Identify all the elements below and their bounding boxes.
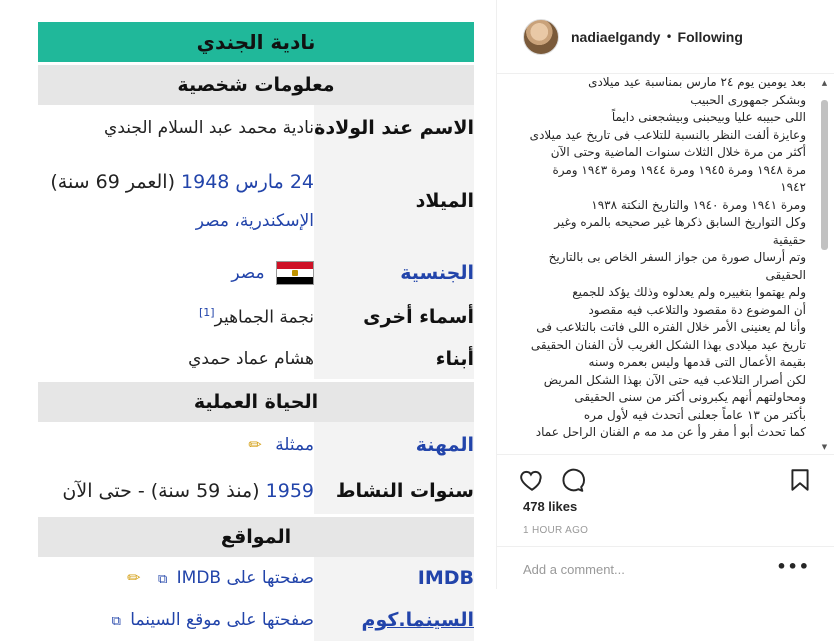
caption-line: تاريخ عيد ميلادى بهذا الشكل الغريب لأن الفنان الحقيقى bbox=[530, 337, 806, 352]
cinema-label[interactable]: السينما.كوم bbox=[314, 599, 474, 641]
row-birth-name bbox=[38, 105, 474, 151]
nationality-link[interactable]: مصر bbox=[231, 263, 265, 283]
infobox bbox=[38, 22, 474, 641]
row-born bbox=[38, 151, 474, 251]
other-names-label: أسماء أخرى bbox=[314, 295, 474, 339]
separator-dot: • bbox=[665, 29, 673, 44]
avatar[interactable] bbox=[523, 19, 559, 55]
row-cinema bbox=[38, 599, 474, 641]
caption-line: وأنا لم يعنينى الأمر خلال الفتره اللى فاتت بالتلاعب فى bbox=[536, 320, 806, 334]
imdb-label[interactable]: IMDB bbox=[314, 557, 474, 599]
caption-line: بعد يومين يوم ٢٤ مارس بمناسبة عيد ميلادى bbox=[588, 75, 806, 89]
imdb-value bbox=[38, 568, 314, 588]
years-start-link[interactable]: 1959 bbox=[265, 480, 314, 502]
likes-count[interactable]: 478 likes bbox=[523, 499, 578, 514]
caption-line: كما تحدث أبو أ مفر وأ عن مد مه م الفنان الراحل عماد bbox=[535, 425, 806, 439]
years-label: سنوات النشاط bbox=[314, 468, 474, 514]
more-options-icon[interactable]: ••• bbox=[776, 557, 810, 576]
children-value: هشام عماد حمدي bbox=[188, 349, 314, 369]
egypt-flag-icon bbox=[276, 261, 314, 285]
row-children bbox=[38, 339, 474, 379]
scroll-down-icon[interactable]: ▼ bbox=[821, 443, 828, 451]
cinema-link[interactable]: صفحتها على موقع السينما bbox=[130, 610, 314, 630]
caption-area[interactable] bbox=[497, 74, 834, 455]
caption-line: مرة ١٩٤٨ ومرة ١٩٤٥ ومرة ١٩٤٤ ومرة ١٩٤٣ ومرة bbox=[552, 162, 806, 177]
external-link-icon: ⧉ bbox=[157, 572, 168, 587]
reference-link[interactable]: [1] bbox=[198, 306, 215, 320]
years-value: 1959 (منذ 59 سنة) - حتى الآن bbox=[62, 480, 314, 502]
born-place-link[interactable]: الإسكندرية، مصر bbox=[195, 211, 314, 231]
scrollbar-thumb[interactable] bbox=[821, 100, 828, 250]
caption-line: وبشكر جمهورى الحبيب bbox=[690, 92, 806, 107]
nationality-label[interactable]: الجنسية bbox=[314, 251, 474, 295]
born-value bbox=[38, 171, 314, 231]
occupation-link[interactable]: ممثلة bbox=[275, 435, 314, 455]
caption-line: حقيقية bbox=[772, 232, 806, 247]
row-nationality bbox=[38, 251, 474, 295]
caption-line: اللى حبيبه عليا وبيحبنى وبيشجعنى دايماً bbox=[611, 110, 806, 124]
row-other-names bbox=[38, 295, 474, 339]
username[interactable]: nadiaelgandy bbox=[571, 28, 661, 45]
post-header bbox=[497, 0, 834, 74]
caption-line: ولم يهتموا بتغييره ولم يعدلوه وذلك يؤكد للجميع bbox=[572, 285, 806, 299]
caption-line: بأكتر من ١٣ عاماً جعلنى أتحدث فيه لأول مره bbox=[583, 407, 806, 422]
row-years-active bbox=[38, 468, 474, 514]
heart-icon[interactable] bbox=[519, 467, 545, 493]
caption-line: الحقيقى bbox=[765, 267, 806, 282]
caption-line: وكل التواريخ السابق ذكرها غير صحيحه بالمره وغير bbox=[554, 215, 806, 229]
caption-line: ومرة ١٩٤١ ومرة ١٩٤٠ والتاريخ النكتة ١٩٣٨ bbox=[591, 197, 806, 212]
occupation-value bbox=[38, 435, 314, 455]
row-occupation bbox=[38, 422, 474, 468]
birth-name-value: نادية محمد عبد السلام الجندي bbox=[104, 118, 314, 138]
following-button[interactable]: Following bbox=[677, 28, 743, 45]
comment-input[interactable] bbox=[523, 559, 773, 579]
born-label: الميلاد bbox=[314, 151, 474, 251]
cinema-value bbox=[38, 610, 314, 630]
birth-name-label: الاسم عند الولادة bbox=[314, 105, 474, 151]
caption-line: لكن أصرار التلاعب فيه حتى الآن بهذا الشكل المريض bbox=[543, 372, 806, 387]
caption-line: ومحاولتهم أنهم يكبرونى أكتر من سنى الحقيقى bbox=[574, 390, 806, 404]
imdb-link[interactable]: صفحتها على IMDB bbox=[176, 568, 314, 588]
action-bar bbox=[519, 467, 819, 493]
born-age: (العمر 69 سنة) bbox=[50, 171, 175, 193]
pencil-icon[interactable]: ✏ bbox=[248, 435, 262, 454]
timestamp: 1 HOUR AGO bbox=[523, 525, 589, 536]
comment-bar bbox=[497, 546, 834, 589]
children-label: أبناء bbox=[314, 339, 474, 379]
scrollbar[interactable] bbox=[820, 78, 829, 452]
section-sites: المواقع bbox=[38, 517, 474, 557]
external-link-icon: ⧉ bbox=[111, 614, 121, 629]
occupation-label[interactable]: المهنة bbox=[314, 422, 474, 468]
caption-line: وتم أرسال صورة من جواز السفر الخاص بى بالتاريخ bbox=[548, 250, 806, 264]
section-personal: معلومات شخصية bbox=[38, 65, 474, 105]
row-imdb bbox=[38, 557, 474, 599]
nationality-value bbox=[38, 261, 314, 285]
caption-line: أن الموضوع دة مقصود والتلاعب فيه مقصود bbox=[588, 302, 806, 317]
other-names-value: نجمة الجماهير[1] bbox=[198, 306, 314, 328]
born-date-link[interactable]: 24 مارس 1948 bbox=[181, 171, 314, 193]
caption-text bbox=[516, 74, 806, 442]
scroll-up-icon[interactable]: ▲ bbox=[821, 79, 828, 87]
pencil-icon[interactable]: ✏ bbox=[127, 568, 141, 587]
post-sidebar bbox=[496, 0, 833, 589]
caption-line: أكثر من مرة خلال الثلاث سنوات الماضية وحتى الآن bbox=[550, 145, 806, 159]
caption-line: ١٩٤٢ bbox=[780, 180, 806, 194]
bookmark-icon[interactable] bbox=[787, 467, 813, 493]
comment-icon[interactable] bbox=[559, 467, 585, 493]
section-career: الحياة العملية bbox=[38, 382, 474, 422]
caption-line: بقيمة الأعمال التى قدمها وليس بعمره وسنه bbox=[588, 355, 806, 369]
infobox-title: نادية الجندي bbox=[38, 22, 474, 62]
caption-line: وعايزة ألفت النظر بالنسبة للتلاعب فى تاريخ عيد ميلادى bbox=[529, 127, 806, 142]
